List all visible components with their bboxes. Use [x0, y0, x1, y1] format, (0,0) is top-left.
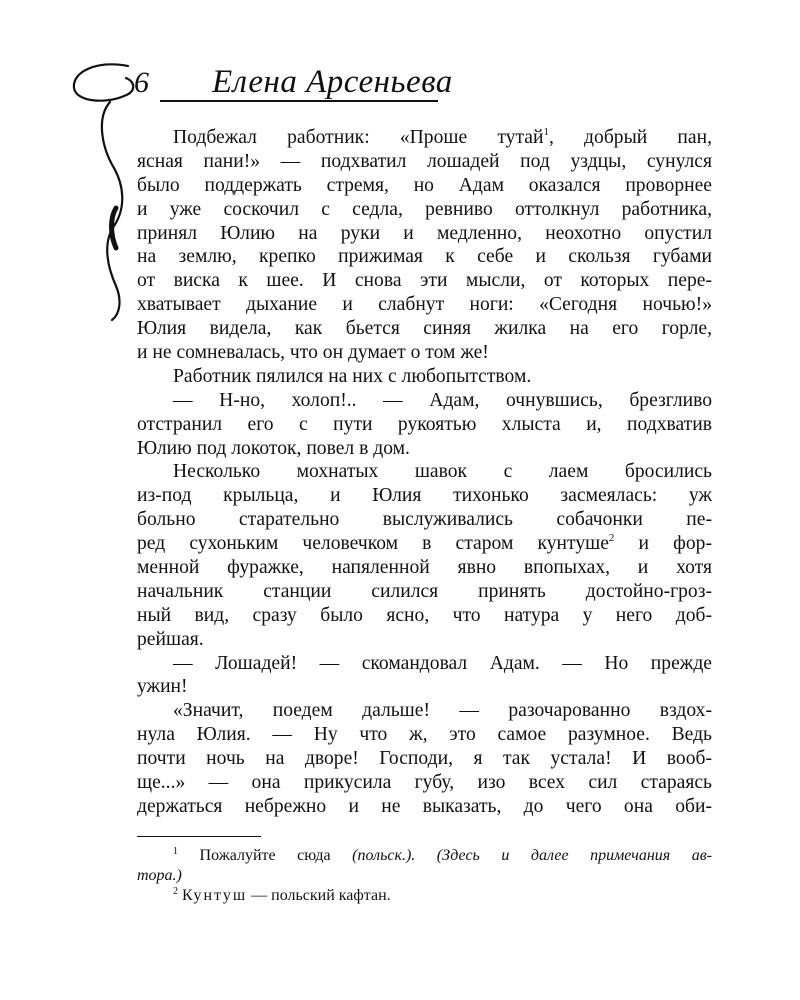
text-line: начальник станции силился принять достойно-гроз- [137, 580, 712, 602]
text-line: Юлию под локоток, повел в дом. [137, 437, 410, 459]
header-rule [160, 100, 438, 102]
text-segment: Подбежал работник: «Проше тутай [173, 127, 544, 148]
text-segment: , добрый пан, [548, 127, 712, 148]
footnote-2-mark: 2 [173, 886, 178, 897]
footnote-1-mark: 1 [173, 846, 178, 857]
footnote-2 [137, 886, 712, 906]
footnote-1-italic: (польск.). (Здесь и далее примечания ав- [352, 847, 712, 864]
text-line: нула Юлия. — Ну что ж, это самое разумное. Ведь [137, 724, 712, 746]
text-line: держаться небрежно и не выказать, до чего она оби- [137, 795, 712, 817]
footnotes [137, 846, 712, 906]
text-line: больно старательно выслуживались собачонки пе- [137, 509, 712, 531]
text-line: почти ночь на дворе! Господи, я так устала! И вооб- [137, 748, 712, 770]
footnote-1 [137, 846, 712, 866]
author-name: Елена Арсеньева [212, 64, 453, 100]
text-line: хватывает дыхание и слабнут ноги: «Сегодня ночью!» [137, 294, 712, 316]
text-line: принял Юлию на руки и медленно, неохотно опустил [137, 222, 712, 244]
body-text [137, 126, 712, 819]
text-line: отстранил его с пути рукоятью хлыста и, подхватив [137, 413, 712, 435]
text-line: на землю, крепко прижимая к себе и скользя губами [137, 246, 712, 268]
footnote-rule [137, 836, 261, 837]
text-line [137, 126, 712, 150]
footnote-1-continued [137, 866, 712, 886]
text-line: и не сомневалась, что он думает о том же! [137, 342, 489, 364]
footnote-2-term: Кунтуш [182, 887, 248, 904]
text-line: менной фуражке, напяленной явно впопыхах, и хотя [137, 557, 712, 579]
text-line: — Н-но, холоп!.. — Адам, очнувшись, брезгливо [173, 389, 712, 411]
text-line: было поддержать стремя, но Адам оказался проворнее [137, 174, 712, 196]
text-line: и уже соскочил с седла, ревниво оттолкнул работника, [137, 198, 712, 220]
text-segment: и фор- [614, 533, 712, 555]
text-line: Несколько мохнатых шавок с лаем бросились [173, 461, 712, 483]
footnote-reference: 2 [608, 532, 615, 545]
text-line: от виска к шее. И снова эти мысли, от которых пере- [137, 270, 712, 292]
text-line: рейшая. [137, 628, 204, 650]
text-line: Работник пялился на них с любопытством. [173, 365, 532, 387]
page-number: 6 [134, 66, 149, 99]
text-line: «Значит, поедем дальше! — разочарованно вздох- [173, 700, 712, 722]
text-line [137, 532, 712, 556]
text-line: — Лошадей! — скомандовал Адам. — Но прежде [173, 652, 712, 674]
text-line: ужин! [137, 676, 188, 698]
footnote-1-italic-end: тора.) [137, 867, 182, 884]
text-line: Юлия видела, как бьется синяя жилка на его горле, [137, 318, 712, 340]
text-line: ный вид, сразу было ясно, что натура у него доб- [137, 604, 712, 626]
text-line: ще...» — она прикусила губу, изо всех сил стараясь [137, 772, 712, 794]
footnote-reference: 1 [543, 126, 549, 138]
text-line: ясная пани!» — подхватил лошадей под уздцы, сунулся [137, 150, 712, 172]
footnote-1-text: Пожалуйте сюда [199, 847, 353, 864]
text-segment: ред сухоньким человечком в старом кунтуше [137, 533, 609, 555]
text-line: из-под крыльца, и Юлия тихонько засмеялась: уж [137, 485, 712, 507]
footnote-2-text: — польский кафтан. [247, 887, 391, 904]
